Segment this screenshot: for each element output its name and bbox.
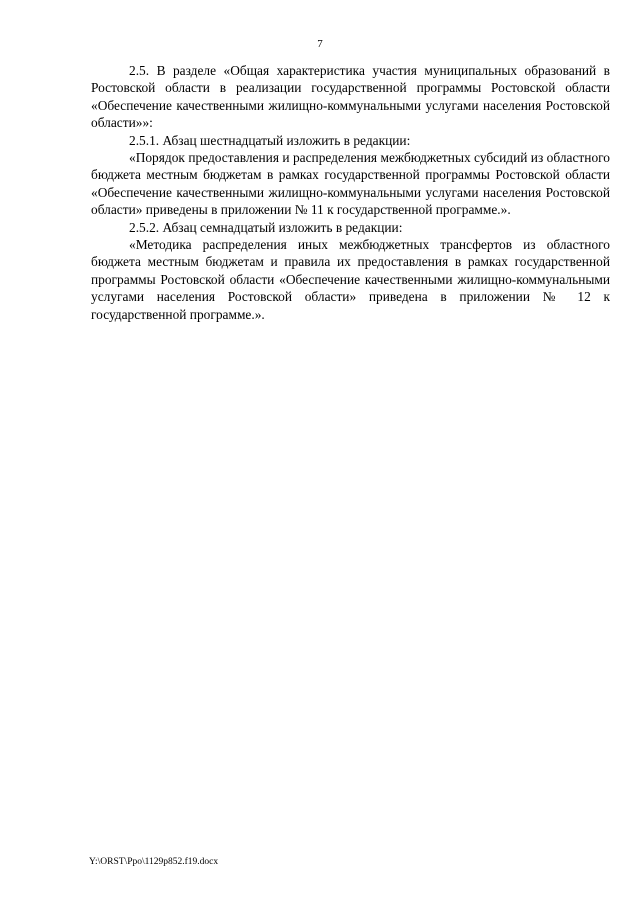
paragraph-item-2-5-2: 2.5.2. Абзац семнадцатый изложить в редакции: [129, 219, 403, 235]
document-body [91, 62, 610, 323]
paragraph-quote-paragraph-16: «Порядок предоставления и распределения межбюджетных субсидий из областного бюджета местным бюджетам в рамках государственной программы Ростовской области «Обеспечение качественными жилищно-коммунальными услугами населения Ростовской области» приведены в приложении № 11 к государственной программе.». [91, 150, 610, 218]
page-number: 7 [317, 38, 323, 50]
paragraph-item-2-5-1: 2.5.1. Абзац шестнадцатый изложить в редакции: [129, 132, 411, 148]
paragraph-section-2-5: 2.5. В разделе «Общая характеристика участия муниципальных образований в Ростовской области в реализации государственной программы Ростовской области «Обеспечение качественными жилищно-коммунальными услугами населения Ростовской области»»: [91, 63, 610, 131]
footer-file-path: Y:\ORST\Ppo\1129p852.f19.docx [89, 857, 219, 867]
paragraph-quote-paragraph-17: «Методика распределения иных межбюджетных трансфертов из областного бюджета местным бюджетам и правила их предоставления в рамках государственной программы Ростовской области «Обеспечение качественными жилищно-коммунальными услугами населения Ростовской области» приведена в приложении № 12 к государственной программе.». [91, 237, 610, 322]
